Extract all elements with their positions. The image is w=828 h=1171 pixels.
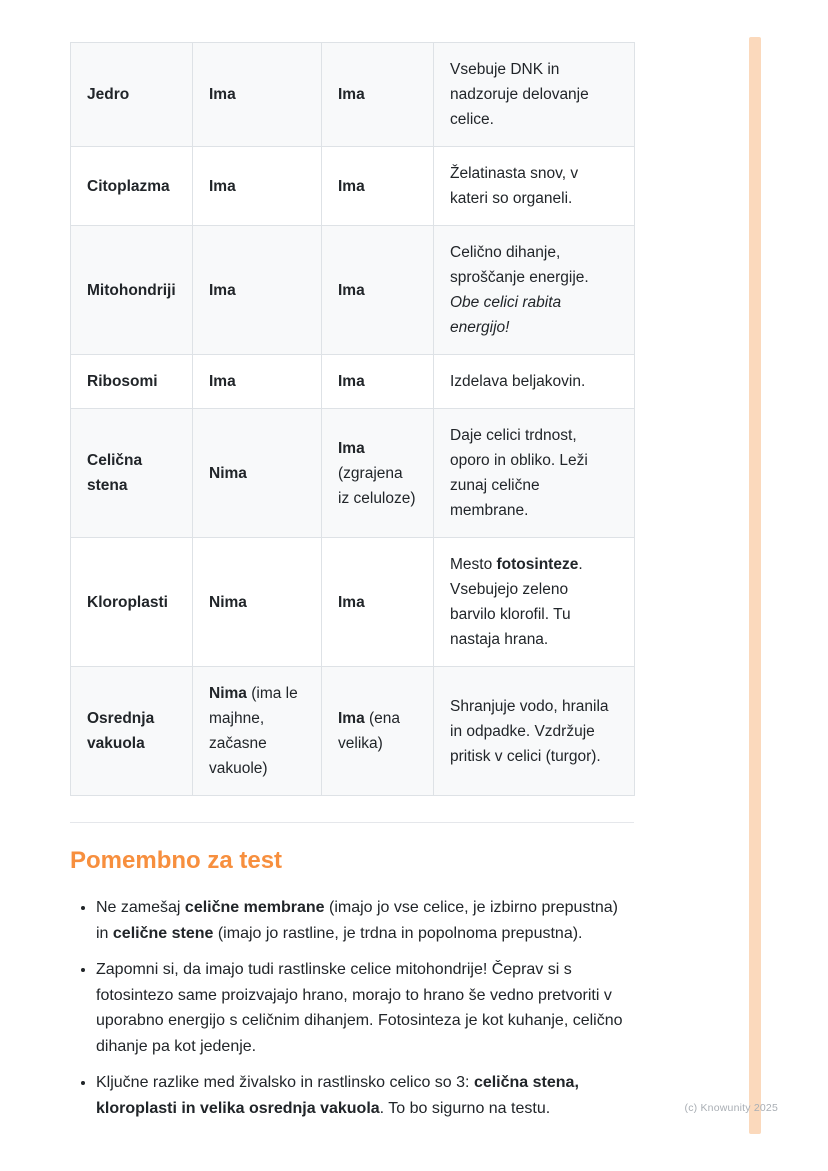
text-segment: (ena velika) — [338, 710, 401, 752]
text-segment: Zapomni si, da imajo tudi rastlinske celice mitohondrije! Čeprav si s fotosintezo same proizvajajo hrano, morajo to hrano še vedno pretvoriti v uporabno energijo s celičnim dihanjem. Fotosinteza je kot kuhanje, celično dihanje pa kot jedenje. — [96, 961, 623, 1055]
bold-text: Ima — [338, 439, 365, 457]
cell-function — [434, 43, 635, 147]
cell-function — [434, 147, 635, 226]
text-segment: Izdelava beljakovin. — [450, 373, 586, 390]
cell-plant — [322, 409, 434, 538]
important-list — [70, 895, 634, 1121]
text-segment: Shranjuje vodo, hranila in odpadke. Vzdržuje pritisk v celici (turgor). — [450, 697, 609, 765]
section-title: Pomembno za test — [70, 847, 283, 874]
list-item — [96, 957, 634, 1059]
cell-plant — [322, 43, 434, 147]
table-row — [71, 409, 635, 538]
text-segment: Želatinasta snov, v kateri so organeli. — [450, 165, 579, 207]
cell-organelle: Jedro — [71, 43, 193, 147]
cell-animal — [193, 147, 322, 226]
cell-plant — [322, 355, 434, 409]
cell-animal — [193, 355, 322, 409]
bold-text: Ima — [209, 373, 236, 390]
cell-function — [434, 667, 635, 796]
cell-animal — [193, 43, 322, 147]
bold-text: Nima — [209, 593, 247, 611]
bold-text: Ima — [338, 373, 365, 390]
cell-organelle: Kloroplasti — [71, 538, 193, 667]
table-row — [71, 147, 635, 226]
bold-text: celična stena, kloroplasti in velika osrednja vakuola — [96, 1074, 579, 1117]
bold-text: Ima — [209, 86, 236, 103]
bold-text: Nima — [209, 464, 247, 482]
cell-function — [434, 409, 635, 538]
table-row — [71, 355, 635, 409]
cell-animal — [193, 538, 322, 667]
bold-text: Ima — [209, 177, 236, 195]
text-segment: . To bo sigurno na testu. — [379, 1099, 551, 1117]
list-item — [96, 1070, 634, 1121]
cell-organelle: Celična stena — [71, 409, 193, 538]
cell-function — [434, 226, 635, 355]
text-segment: Mesto — [450, 556, 497, 573]
bold-text: Nima — [209, 685, 247, 702]
italic-text: Obe celici rabita energijo! — [450, 294, 562, 336]
cell-animal — [193, 226, 322, 355]
bold-text: Ima — [338, 281, 365, 299]
table-row — [71, 667, 635, 796]
page-edge-stripe — [749, 37, 761, 1134]
bold-text: fotosinteze — [496, 556, 579, 573]
cell-plant — [322, 538, 434, 667]
cell-organelle: Ribosomi — [71, 355, 193, 409]
cell-animal — [193, 409, 322, 538]
text-segment: (imajo jo rastline, je trdna in popolnoma prepustna). — [213, 924, 583, 942]
cell-function — [434, 355, 635, 409]
table-row — [71, 43, 635, 147]
table-row — [71, 226, 635, 355]
cell-plant — [322, 667, 434, 796]
cell-organelle: Osrednja vakuola — [71, 667, 193, 796]
text-segment: Ključne razlike med živalsko in rastlinsko celico so 3: — [96, 1074, 474, 1091]
cell-animal — [193, 667, 322, 796]
text-segment: (imajo jo vse celice, je izbirno prepustna) in — [96, 899, 619, 942]
bold-text: celične membrane — [184, 899, 325, 916]
cell-comparison-table — [70, 42, 635, 796]
list-item — [96, 895, 634, 946]
text-segment: Ne zamešaj — [96, 899, 185, 916]
text-segment: Vsebuje DNK in nadzoruje delovanje celice. — [450, 61, 589, 128]
copyright-note: (c) Knowunity 2025 — [684, 1102, 778, 1114]
cell-organelle: Mitohondriji — [71, 226, 193, 355]
cell-organelle: Citoplazma — [71, 147, 193, 226]
cell-plant — [322, 226, 434, 355]
text-segment: . Vsebujejo zeleno barvilo klorofil. Tu nastaja hrana. — [450, 556, 583, 648]
text-segment: (zgrajena iz celuloze) — [338, 464, 416, 507]
text-segment: Celično dihanje, sproščanje energije. — [450, 244, 589, 286]
bold-text: Ima — [338, 593, 365, 611]
bold-text: Ima — [338, 177, 365, 195]
comparison-table-body — [71, 43, 635, 796]
document-content — [70, 42, 634, 1132]
bold-text: celične stene — [112, 924, 214, 942]
text-segment: (ima le majhne, začasne vakuole) — [209, 685, 298, 777]
cell-function — [434, 538, 635, 667]
bold-text: Ima — [338, 86, 365, 103]
cell-plant — [322, 147, 434, 226]
bold-text: Ima — [338, 710, 365, 727]
table-row — [71, 538, 635, 667]
section-divider — [70, 822, 634, 823]
text-segment: Daje celici trdnost, oporo in obliko. Leži zunaj celične membrane. — [450, 427, 588, 519]
bold-text: Ima — [209, 281, 236, 299]
